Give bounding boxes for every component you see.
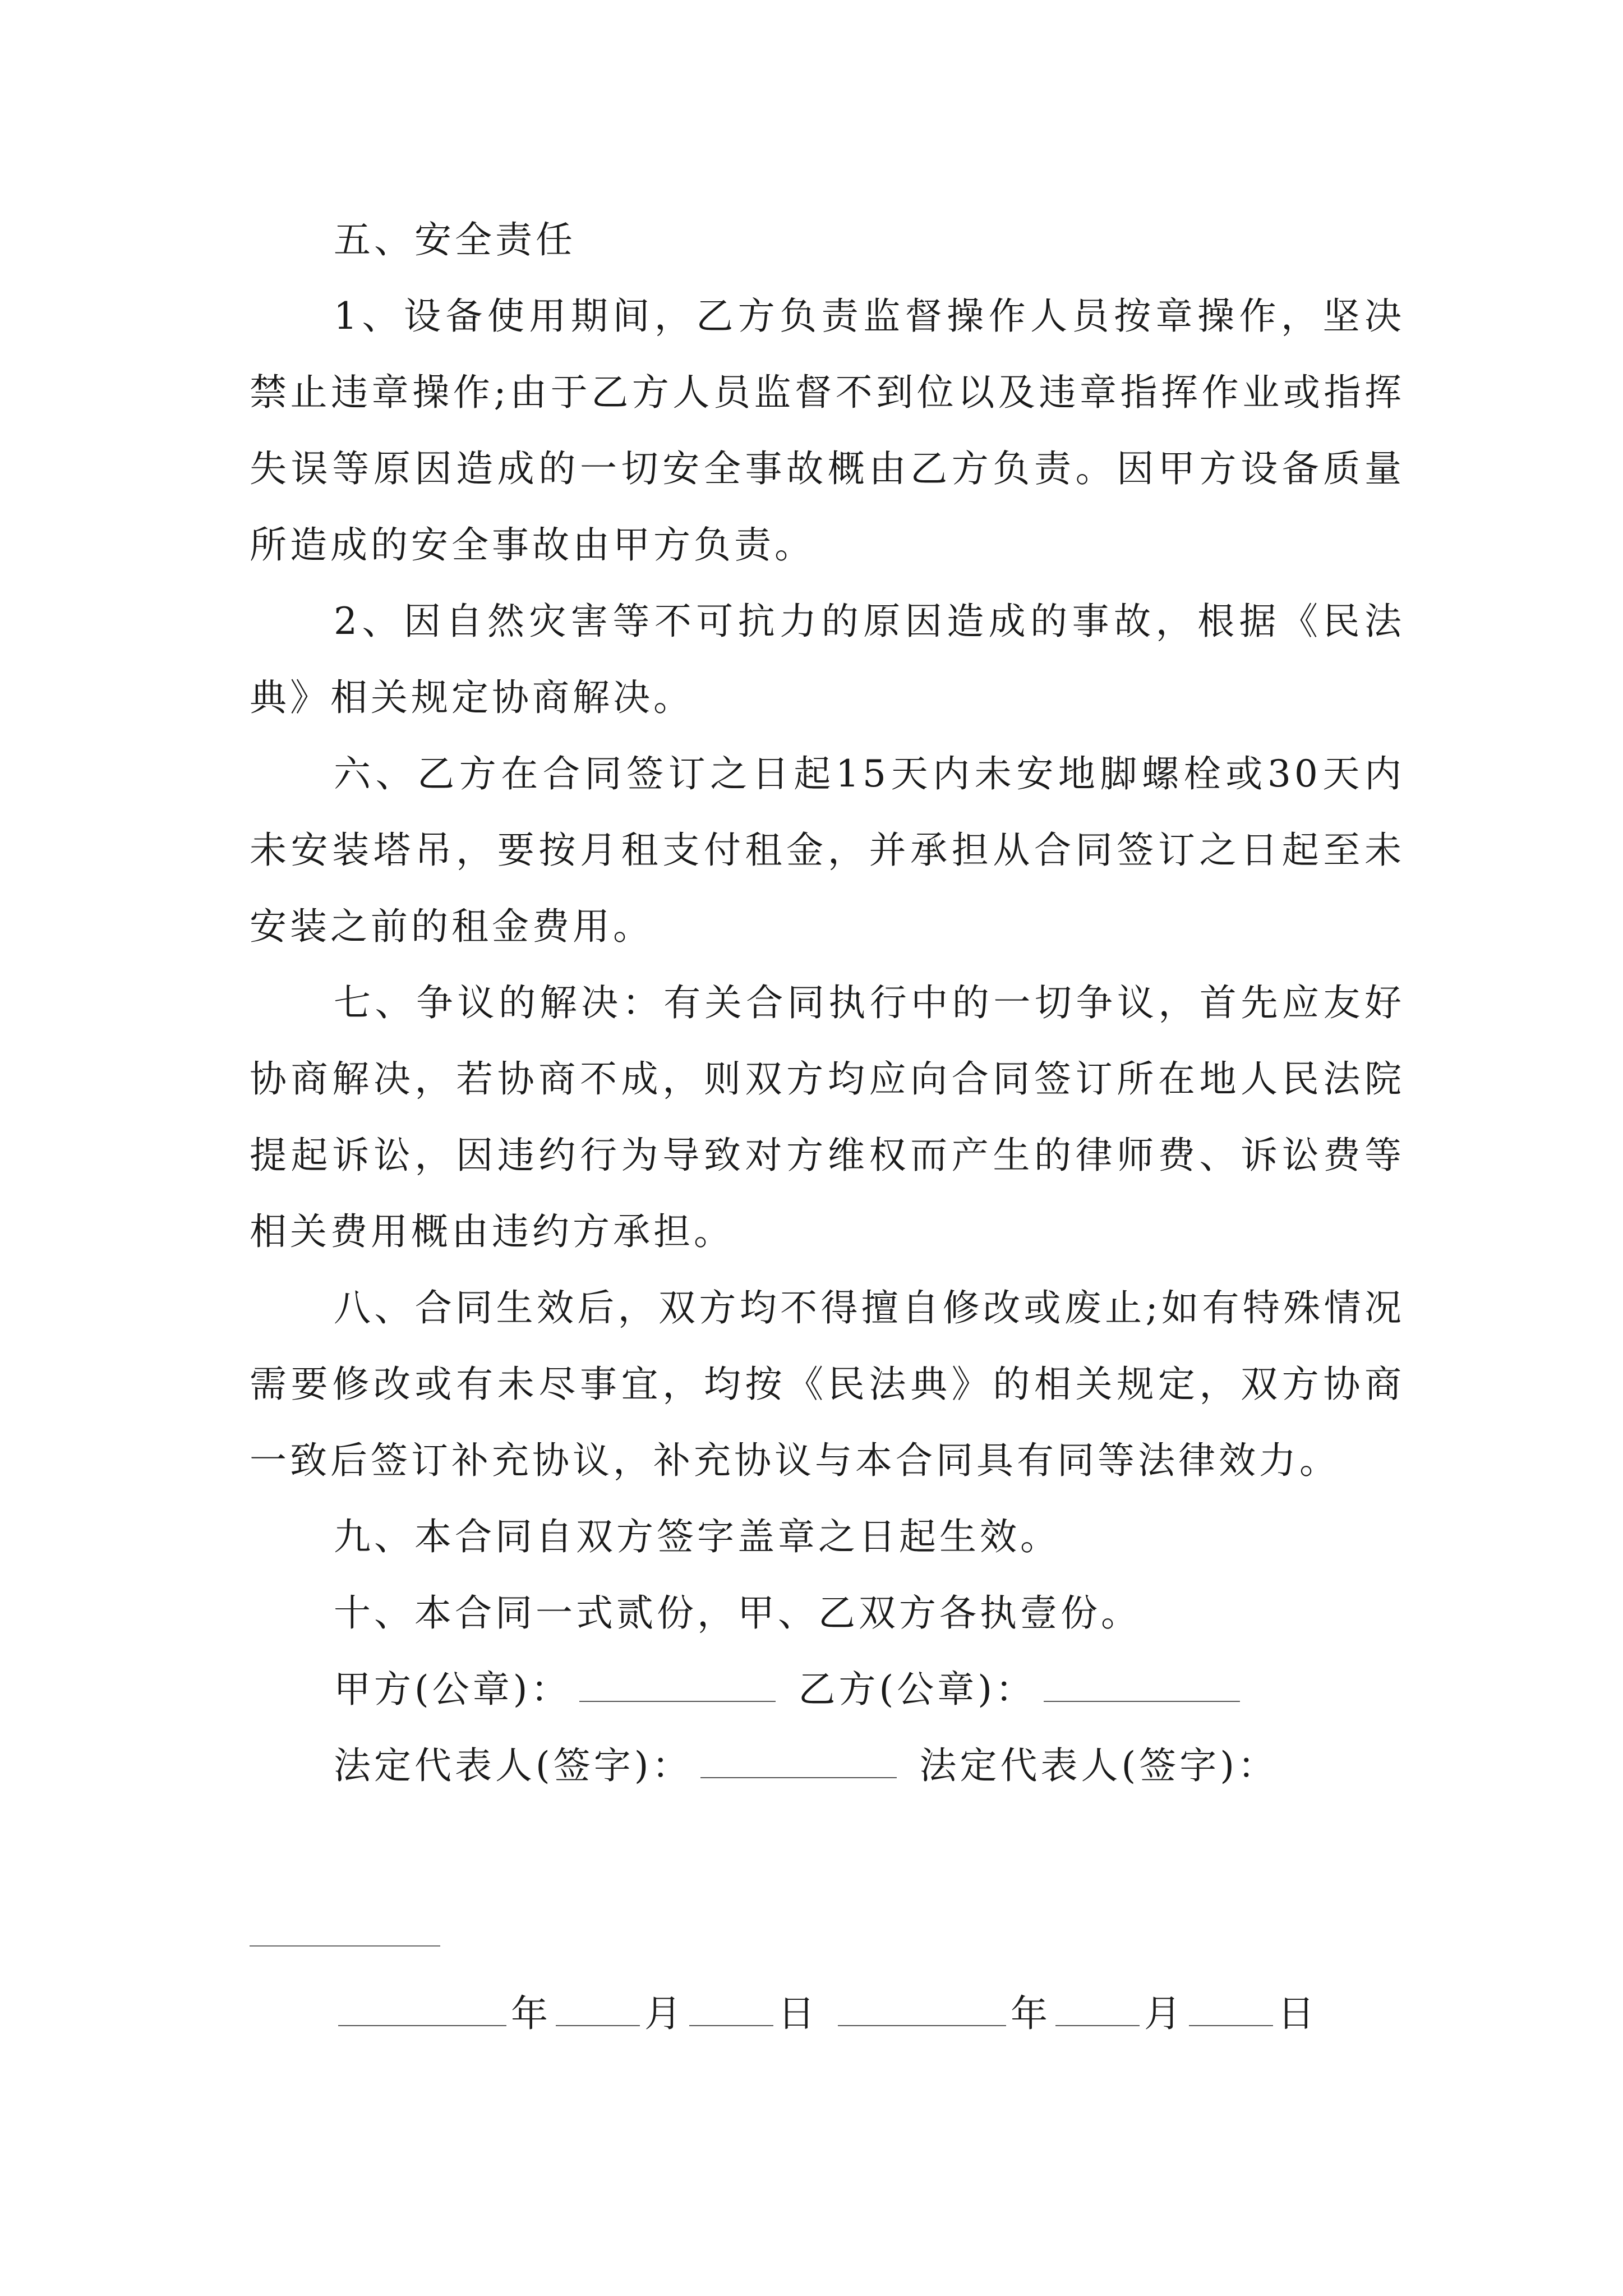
party-b-month-label: 月 [1144,1992,1184,2035]
clause-force-majeure: 2、因自然灾害等不可抗力的原因造成的事故，根据《民法典》相关规定协商解决。 [250,600,1405,719]
clause-installation-deadline: 六、乙方在合同签订之日起15天内未安地脚螺栓或30天内未安装塔吊，要按月租支付租金，并承担从合同签订之日起至未安装之前的租金费用。 [250,752,1405,948]
clause-effective-date: 九、本合同自双方签字盖章之日起生效。 [334,1515,1061,1558]
contract-body [250,202,1405,1804]
seal-row [250,1651,1405,1728]
date-row [334,1986,1318,2042]
party-a-year-blank [338,1996,506,2026]
party-b-rep-label: 法定代表人(签字)： [919,1744,1278,1787]
section-heading-safety: 五、安全责任 [334,218,576,261]
party-b-year-label: 年 [1010,1992,1051,2035]
party-a-seal-blank [579,1672,776,1702]
clause-equipment-use: 1、设备使用期间，乙方负责监督操作人员按章操作，坚决禁止违章操作;由于乙方人员监督不到位以及违章指挥作业或指挥失误等原因造成的一切安全事故概由乙方负责。因甲方设备质量所造成的安全事故由甲方负责。 [250,295,1405,567]
party-a-day-label: 日 [778,1992,818,2035]
party-b-month-blank [1055,1996,1140,2026]
party-a-day-blank [689,1996,773,2026]
party-b-seal-blank [1044,1672,1240,1702]
party-b-rep-blank-line [250,1945,440,1947]
party-b-day-label: 日 [1277,1992,1318,2035]
clause-effectiveness-amendment: 八、合同生效后，双方均不得擅自修改或废止;如有特殊情况需要修改或有未尽事宜，均按《民法典》的相关规定，双方协商一致后签订补充协议，补充协议与本合同具有同等法律效力。 [250,1286,1405,1482]
party-a-year-label: 年 [511,1992,551,2035]
representative-row [250,1728,1405,1804]
party-a-seal-label: 甲方(公章)： [334,1668,571,1711]
clause-copies: 十、本合同一式贰份，甲、乙双方各执壹份。 [334,1591,1141,1635]
party-b-seal-label: 乙方(公章)： [798,1668,1036,1711]
party-a-rep-blank [700,1748,897,1778]
clause-dispute-resolution: 七、争议的解决：有关合同执行中的一切争议，首先应友好协商解决，若协商不成，则双方均应向合同签订所在地人民法院提起诉讼，因违约行为导致对方维权而产生的律师费、诉讼费等相关费用概由违约方承担。 [250,981,1405,1253]
party-a-month-label: 月 [644,1992,685,2035]
party-b-year-blank [838,1996,1006,2026]
party-b-day-blank [1189,1996,1273,2026]
party-a-rep-label: 法定代表人(签字)： [334,1744,693,1787]
party-a-month-blank [556,1996,640,2026]
